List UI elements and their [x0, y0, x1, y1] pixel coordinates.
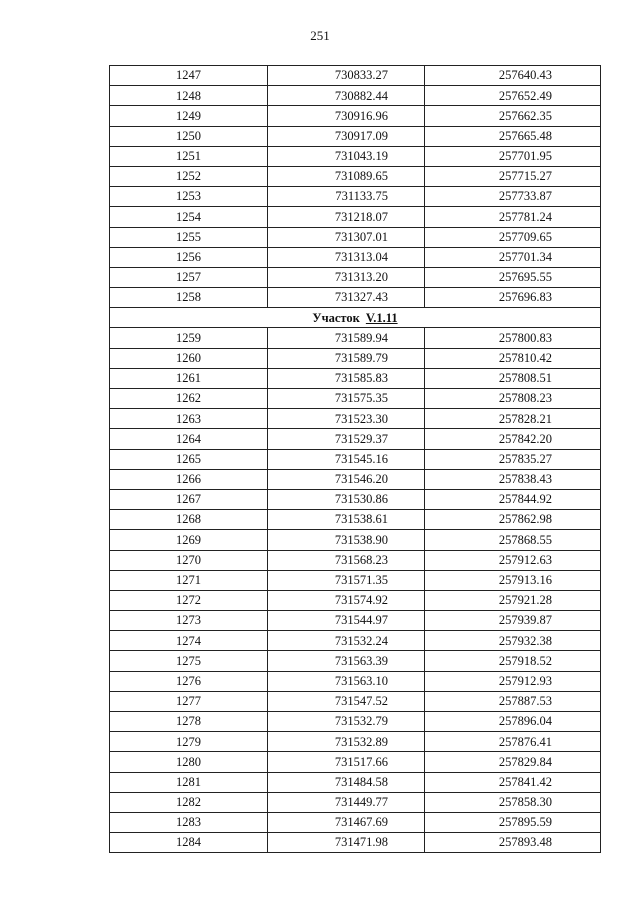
point-number-cell: 1254: [110, 207, 268, 227]
x-coordinate-cell: 731532.79: [268, 712, 425, 732]
x-coordinate-cell: 731575.35: [268, 389, 425, 409]
y-coordinate-cell: 257808.51: [425, 368, 601, 388]
y-coordinate-cell: 257862.98: [425, 510, 601, 530]
table-row: [110, 267, 601, 287]
y-coordinate-cell: 257665.48: [425, 126, 601, 146]
y-coordinate-cell: 257893.48: [425, 833, 601, 853]
y-coordinate-cell: 257868.55: [425, 530, 601, 550]
x-coordinate-cell: 731538.90: [268, 530, 425, 550]
point-number-cell: 1262: [110, 389, 268, 409]
table-row: [110, 550, 601, 570]
table-row: [110, 510, 601, 530]
table-row: [110, 328, 601, 348]
table-row: [110, 429, 601, 449]
x-coordinate-cell: 731307.01: [268, 227, 425, 247]
point-number-cell: 1279: [110, 732, 268, 752]
table-row: [110, 126, 601, 146]
y-coordinate-cell: 257912.93: [425, 671, 601, 691]
y-coordinate-cell: 257838.43: [425, 469, 601, 489]
y-coordinate-cell: 257733.87: [425, 187, 601, 207]
y-coordinate-cell: 257800.83: [425, 328, 601, 348]
point-number-cell: 1276: [110, 671, 268, 691]
x-coordinate-cell: 731471.98: [268, 833, 425, 853]
table-row: [110, 207, 601, 227]
y-coordinate-cell: 257876.41: [425, 732, 601, 752]
point-number-cell: 1266: [110, 469, 268, 489]
table-row: [110, 469, 601, 489]
section-label: Участок: [312, 310, 360, 325]
point-number-cell: 1278: [110, 712, 268, 732]
section-code: V.1.11: [365, 310, 398, 325]
x-coordinate-cell: 731313.04: [268, 247, 425, 267]
point-number-cell: 1264: [110, 429, 268, 449]
point-number-cell: 1275: [110, 651, 268, 671]
x-coordinate-cell: 731532.24: [268, 631, 425, 651]
table-row: [110, 631, 601, 651]
y-coordinate-cell: 257709.65: [425, 227, 601, 247]
point-number-cell: 1253: [110, 187, 268, 207]
table-row: [110, 146, 601, 166]
table-row: [110, 792, 601, 812]
table-row: [110, 106, 601, 126]
point-number-cell: 1277: [110, 691, 268, 711]
coordinates-table: [109, 65, 601, 853]
x-coordinate-cell: 731449.77: [268, 792, 425, 812]
point-number-cell: 1271: [110, 570, 268, 590]
point-number-cell: 1267: [110, 489, 268, 509]
point-number-cell: 1265: [110, 449, 268, 469]
y-coordinate-cell: 257895.59: [425, 812, 601, 832]
point-number-cell: 1249: [110, 106, 268, 126]
table-row: [110, 651, 601, 671]
y-coordinate-cell: 257808.23: [425, 389, 601, 409]
point-number-cell: 1280: [110, 752, 268, 772]
table-row: [110, 449, 601, 469]
table-row: [110, 812, 601, 832]
table-row: [110, 166, 601, 186]
y-coordinate-cell: 257828.21: [425, 409, 601, 429]
section-header: [110, 308, 601, 328]
x-coordinate-cell: 730882.44: [268, 86, 425, 106]
page-number: 251: [310, 28, 330, 43]
point-number-cell: 1255: [110, 227, 268, 247]
point-number-cell: 1283: [110, 812, 268, 832]
y-coordinate-cell: 257701.95: [425, 146, 601, 166]
x-coordinate-cell: 731563.39: [268, 651, 425, 671]
table-row: [110, 389, 601, 409]
point-number-cell: 1270: [110, 550, 268, 570]
x-coordinate-cell: 731547.52: [268, 691, 425, 711]
table-row: [110, 86, 601, 106]
x-coordinate-cell: 730833.27: [268, 66, 425, 86]
y-coordinate-cell: 257640.43: [425, 66, 601, 86]
table-body-after-section: [110, 328, 601, 853]
y-coordinate-cell: 257912.63: [425, 550, 601, 570]
table-row: [110, 227, 601, 247]
x-coordinate-cell: 731538.61: [268, 510, 425, 530]
y-coordinate-cell: 257858.30: [425, 792, 601, 812]
point-number-cell: 1263: [110, 409, 268, 429]
x-coordinate-cell: 731133.75: [268, 187, 425, 207]
x-coordinate-cell: 731313.20: [268, 267, 425, 287]
x-coordinate-cell: 731545.16: [268, 449, 425, 469]
table-row: [110, 590, 601, 610]
table-body-before-section: [110, 66, 601, 308]
point-number-cell: 1284: [110, 833, 268, 853]
point-number-cell: 1273: [110, 611, 268, 631]
point-number-cell: 1248: [110, 86, 268, 106]
x-coordinate-cell: 731589.94: [268, 328, 425, 348]
y-coordinate-cell: 257939.87: [425, 611, 601, 631]
x-coordinate-cell: 731523.30: [268, 409, 425, 429]
table-row: [110, 409, 601, 429]
y-coordinate-cell: 257810.42: [425, 348, 601, 368]
table-row: [110, 570, 601, 590]
point-number-cell: 1260: [110, 348, 268, 368]
table-row: [110, 671, 601, 691]
y-coordinate-cell: 257835.27: [425, 449, 601, 469]
point-number-cell: 1282: [110, 792, 268, 812]
x-coordinate-cell: 731568.23: [268, 550, 425, 570]
point-number-cell: 1269: [110, 530, 268, 550]
point-number-cell: 1268: [110, 510, 268, 530]
x-coordinate-cell: 731484.58: [268, 772, 425, 792]
y-coordinate-cell: 257662.35: [425, 106, 601, 126]
y-coordinate-cell: 257652.49: [425, 86, 601, 106]
x-coordinate-cell: 731589.79: [268, 348, 425, 368]
y-coordinate-cell: 257715.27: [425, 166, 601, 186]
x-coordinate-cell: 730916.96: [268, 106, 425, 126]
y-coordinate-cell: 257842.20: [425, 429, 601, 449]
table-row: [110, 772, 601, 792]
y-coordinate-cell: 257781.24: [425, 207, 601, 227]
point-number-cell: 1281: [110, 772, 268, 792]
table-row: [110, 489, 601, 509]
point-number-cell: 1250: [110, 126, 268, 146]
table-row: [110, 752, 601, 772]
table-row: [110, 247, 601, 267]
x-coordinate-cell: 731327.43: [268, 288, 425, 308]
y-coordinate-cell: 257844.92: [425, 489, 601, 509]
x-coordinate-cell: 731585.83: [268, 368, 425, 388]
point-number-cell: 1272: [110, 590, 268, 610]
table-row: [110, 187, 601, 207]
table-row: [110, 611, 601, 631]
table-row: [110, 348, 601, 368]
point-number-cell: 1261: [110, 368, 268, 388]
x-coordinate-cell: 731517.66: [268, 752, 425, 772]
x-coordinate-cell: 731043.19: [268, 146, 425, 166]
point-number-cell: 1274: [110, 631, 268, 651]
y-coordinate-cell: 257921.28: [425, 590, 601, 610]
table-row: [110, 732, 601, 752]
point-number-cell: 1258: [110, 288, 268, 308]
x-coordinate-cell: 731529.37: [268, 429, 425, 449]
y-coordinate-cell: 257896.04: [425, 712, 601, 732]
table-row: [110, 66, 601, 86]
x-coordinate-cell: 731467.69: [268, 812, 425, 832]
x-coordinate-cell: 731218.07: [268, 207, 425, 227]
x-coordinate-cell: 731574.92: [268, 590, 425, 610]
point-number-cell: 1251: [110, 146, 268, 166]
x-coordinate-cell: 731546.20: [268, 469, 425, 489]
y-coordinate-cell: 257932.38: [425, 631, 601, 651]
y-coordinate-cell: 257696.83: [425, 288, 601, 308]
x-coordinate-cell: 731563.10: [268, 671, 425, 691]
y-coordinate-cell: 257829.84: [425, 752, 601, 772]
point-number-cell: 1252: [110, 166, 268, 186]
table-row: [110, 712, 601, 732]
table-row: [110, 530, 601, 550]
table-row: [110, 833, 601, 853]
x-coordinate-cell: 731544.97: [268, 611, 425, 631]
y-coordinate-cell: 257701.34: [425, 247, 601, 267]
point-number-cell: 1257: [110, 267, 268, 287]
y-coordinate-cell: 257913.16: [425, 570, 601, 590]
x-coordinate-cell: 731530.86: [268, 489, 425, 509]
point-number-cell: 1259: [110, 328, 268, 348]
point-number-cell: 1247: [110, 66, 268, 86]
x-coordinate-cell: 731571.35: [268, 570, 425, 590]
table-row: [110, 691, 601, 711]
table-row: [110, 368, 601, 388]
y-coordinate-cell: 257887.53: [425, 691, 601, 711]
x-coordinate-cell: 730917.09: [268, 126, 425, 146]
y-coordinate-cell: 257695.55: [425, 267, 601, 287]
section-header-body: [110, 308, 601, 328]
point-number-cell: 1256: [110, 247, 268, 267]
y-coordinate-cell: 257918.52: [425, 651, 601, 671]
x-coordinate-cell: 731089.65: [268, 166, 425, 186]
y-coordinate-cell: 257841.42: [425, 772, 601, 792]
section-header-row: [110, 308, 601, 328]
x-coordinate-cell: 731532.89: [268, 732, 425, 752]
table-row: [110, 288, 601, 308]
